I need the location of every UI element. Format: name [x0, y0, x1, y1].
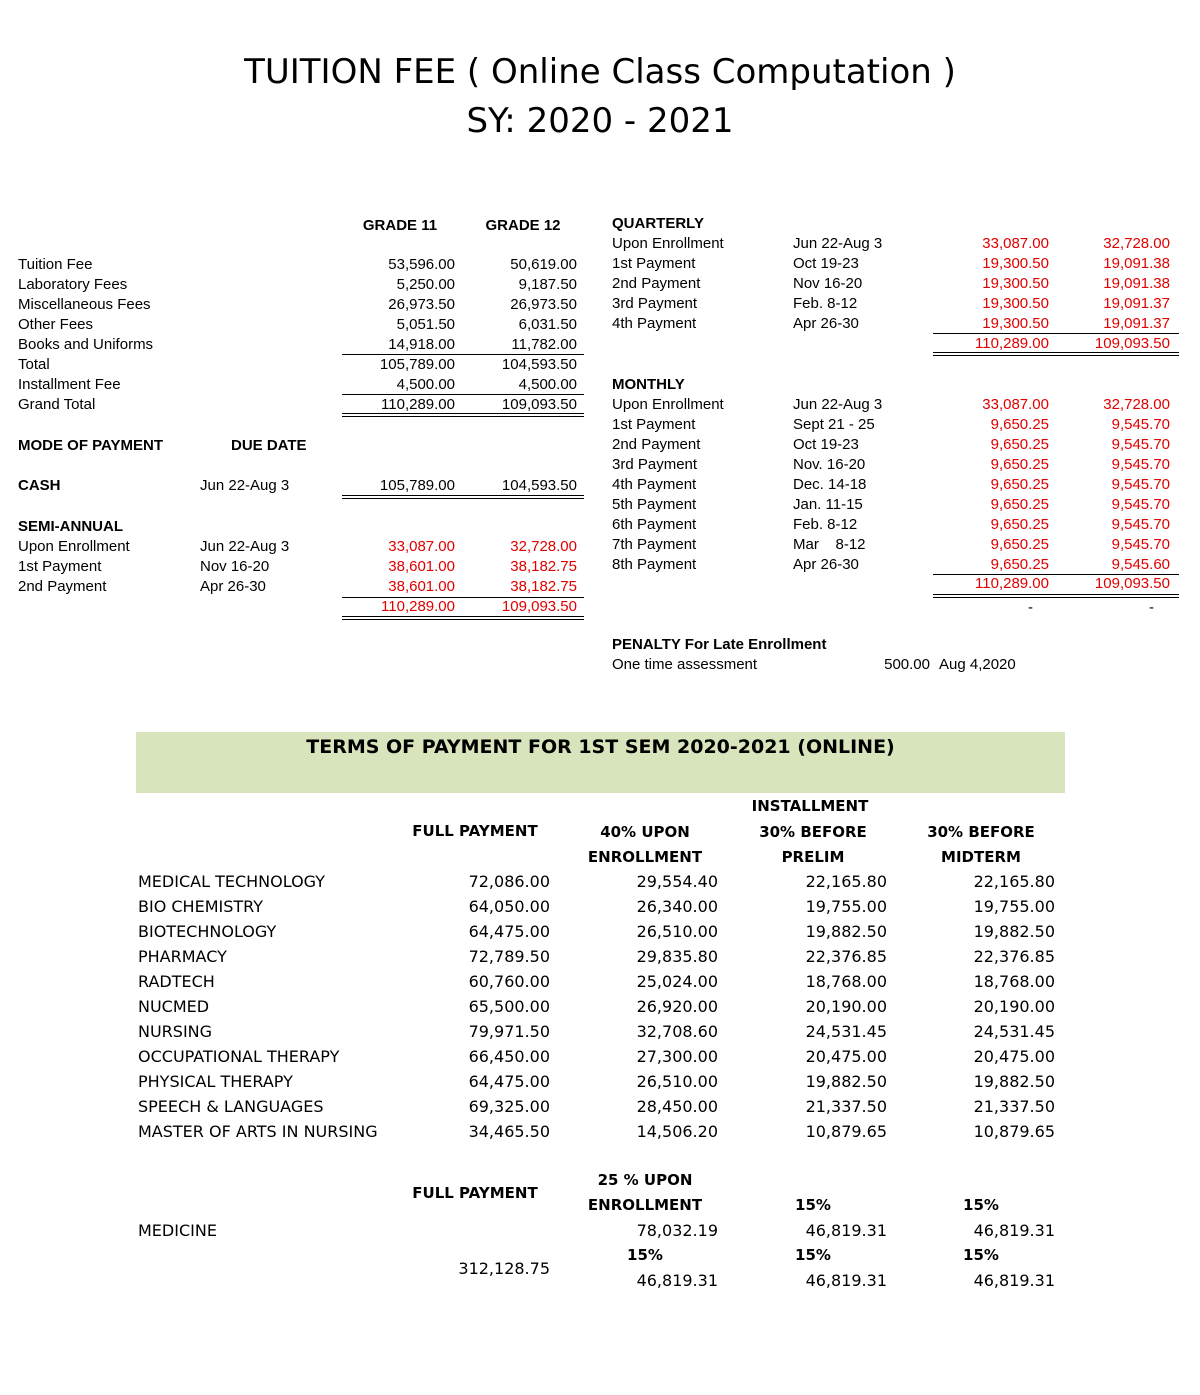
- program-name: SPEECH & LANGUAGES: [138, 1097, 324, 1116]
- monthly-row-date: Jan. 11-15: [793, 496, 863, 513]
- medicine-25-header-b: ENROLLMENT: [587, 1196, 703, 1214]
- fee-g12: 109,093.50: [501, 396, 577, 413]
- program-midterm: 20,190.00: [973, 997, 1055, 1016]
- monthly-g11: 9,650.25: [990, 416, 1049, 433]
- fee-label: Tuition Fee: [18, 256, 93, 273]
- program-name: NURSING: [138, 1022, 213, 1041]
- program-40: 26,510.00: [636, 1072, 718, 1091]
- fee-label: Laboratory Fees: [18, 276, 128, 293]
- program-prelim: 19,755.00: [805, 897, 887, 916]
- quarterly-g12: 19,091.38: [1103, 275, 1170, 292]
- quarterly-g11: 33,087.00: [982, 235, 1049, 252]
- monthly-g12: 9,545.70: [1111, 516, 1170, 533]
- penalty-row-label: One time assessment: [612, 656, 758, 673]
- fee-g11: 5,051.50: [396, 316, 455, 333]
- fee-g12: 26,973.50: [510, 296, 577, 313]
- monthly-row-date: Apr 26-30: [793, 556, 859, 573]
- program-midterm: 10,879.65: [973, 1122, 1055, 1141]
- fee-label: Installment Fee: [18, 376, 121, 393]
- medicine-15-header: 15%: [795, 1196, 831, 1214]
- program-full: 64,050.00: [468, 897, 550, 916]
- quarterly-g12: 32,728.00: [1103, 235, 1170, 252]
- program-40: 26,920.00: [636, 997, 718, 1016]
- penalty-date: Aug 4,2020: [939, 656, 1016, 673]
- program-full: 60,760.00: [468, 972, 550, 991]
- program-midterm: 18,768.00: [973, 972, 1055, 991]
- fee-g11: 110,289.00: [381, 396, 455, 413]
- program-full: 64,475.00: [468, 1072, 550, 1091]
- program-name: NUCMED: [138, 997, 210, 1016]
- enrollment-40-header-b: ENROLLMENT: [587, 848, 703, 866]
- program-name: PHYSICAL THERAPY: [138, 1072, 293, 1091]
- fee-label: Grand Total: [18, 396, 96, 413]
- monthly-row-date: Oct 19-23: [793, 436, 859, 453]
- terms-title: TERMS OF PAYMENT FOR 1ST SEM 2020-2021 (ONLINE): [306, 736, 895, 758]
- quarterly-row-label: 1st Payment: [612, 255, 696, 272]
- full-payment-header: FULL PAYMENT: [412, 822, 538, 840]
- fee-g12: 50,619.00: [510, 256, 577, 273]
- fee-label: Other Fees: [18, 316, 94, 333]
- monthly-row-label: 1st Payment: [612, 416, 696, 433]
- medicine-15-header: 15%: [963, 1246, 999, 1264]
- program-prelim: 22,165.80: [805, 872, 887, 891]
- quarterly-row-date: Jun 22-Aug 3: [793, 235, 883, 252]
- grade12-header: GRADE 12: [485, 217, 561, 234]
- monthly-row-date: Mar 8-12: [793, 536, 866, 553]
- fee-g12: 6,031.50: [518, 316, 577, 333]
- semi-g12: 38,182.75: [510, 578, 577, 595]
- quarterly-g11: 19,300.50: [982, 295, 1049, 312]
- midterm-30-header-b: MIDTERM: [941, 848, 1021, 866]
- semi-date: Jun 22-Aug 3: [200, 538, 290, 555]
- due-date-label: DUE DATE: [231, 437, 307, 454]
- cash-label: CASH: [18, 477, 61, 494]
- enrollment-40-header-a: 40% UPON: [600, 823, 690, 841]
- monthly-g11: 9,650.25: [990, 456, 1049, 473]
- monthly-g12: 9,545.70: [1111, 456, 1170, 473]
- installment-header: INSTALLMENT: [751, 797, 869, 815]
- prelim-30-header-b: PRELIM: [781, 848, 845, 866]
- medicine-row2-value: 46,819.31: [973, 1271, 1055, 1290]
- fee-g11: 105,789.00: [379, 356, 455, 373]
- semi-g11: 38,601.00: [388, 558, 455, 575]
- monthly-g12: 9,545.70: [1111, 496, 1170, 513]
- grade11-header: GRADE 11: [362, 217, 438, 234]
- monthly-row-label: Upon Enrollment: [612, 396, 724, 413]
- monthly-total-g11: 110,289.00: [975, 575, 1049, 592]
- program-name: MASTER OF ARTS IN NURSING: [138, 1122, 378, 1141]
- quarterly-total-g11: 110,289.00: [975, 335, 1049, 352]
- grand-total-line: [342, 394, 584, 395]
- quarterly-g12: 19,091.37: [1103, 295, 1170, 312]
- monthly-g12: 9,545.70: [1111, 536, 1170, 553]
- program-40: 28,450.00: [636, 1097, 718, 1116]
- semi-g12: 38,182.75: [510, 558, 577, 575]
- penalty-label: PENALTY For Late Enrollment: [612, 636, 827, 653]
- monthly-row-label: 6th Payment: [612, 516, 697, 533]
- medicine-name: MEDICINE: [138, 1221, 217, 1240]
- cash-date: Jun 22-Aug 3: [200, 477, 290, 494]
- quarterly-total-underline: [933, 352, 1179, 356]
- monthly-row-date: Sept 21 - 25: [793, 416, 875, 433]
- midterm-30-header-a: 30% BEFORE: [927, 823, 1035, 841]
- monthly-g11: 9,650.25: [990, 436, 1049, 453]
- program-full: 64,475.00: [468, 922, 550, 941]
- program-40: 29,835.80: [636, 947, 718, 966]
- program-prelim: 24,531.45: [805, 1022, 887, 1041]
- quarterly-row-date: Apr 26-30: [793, 315, 859, 332]
- fee-label: Miscellaneous Fees: [18, 296, 151, 313]
- medicine-row1-value: 46,819.31: [973, 1221, 1055, 1240]
- medicine-15-header: 15%: [795, 1246, 831, 1264]
- medicine-row2-value: 46,819.31: [636, 1271, 718, 1290]
- quarterly-row-date: Feb. 8-12: [793, 295, 858, 312]
- program-midterm: 20,475.00: [973, 1047, 1055, 1066]
- quarterly-g12: 19,091.38: [1103, 255, 1170, 272]
- semi-total-underline: [342, 616, 584, 620]
- program-prelim: 22,376.85: [805, 947, 887, 966]
- program-midterm: 22,165.80: [973, 872, 1055, 891]
- fee-g11: 26,973.50: [388, 296, 455, 313]
- monthly-g11: 9,650.25: [990, 496, 1049, 513]
- semi-annual-label: SEMI-ANNUAL: [18, 518, 123, 535]
- monthly-g12: 9,545.70: [1111, 476, 1170, 493]
- page-subtitle: SY: 2020 - 2021: [466, 101, 734, 141]
- program-40: 14,506.20: [636, 1122, 718, 1141]
- program-midterm: 19,882.50: [973, 1072, 1055, 1091]
- medicine-row2-value: 46,819.31: [805, 1271, 887, 1290]
- fee-label: Total: [18, 356, 50, 373]
- semi-date: Apr 26-30: [200, 578, 266, 595]
- program-full: 69,325.00: [468, 1097, 550, 1116]
- program-prelim: 20,475.00: [805, 1047, 887, 1066]
- program-prelim: 19,882.50: [805, 1072, 887, 1091]
- program-prelim: 19,882.50: [805, 922, 887, 941]
- program-midterm: 24,531.45: [973, 1022, 1055, 1041]
- program-midterm: 19,882.50: [973, 922, 1055, 941]
- quarterly-label: QUARTERLY: [612, 215, 704, 232]
- semi-g11: 33,087.00: [388, 538, 455, 555]
- program-full: 79,971.50: [468, 1022, 550, 1041]
- monthly-row-label: 3rd Payment: [612, 456, 698, 473]
- monthly-row-date: Dec. 14-18: [793, 476, 867, 493]
- program-name: BIO CHEMISTRY: [138, 897, 264, 916]
- fee-g11: 53,596.00: [388, 256, 455, 273]
- subtotal-line: [342, 354, 584, 355]
- program-prelim: 20,190.00: [805, 997, 887, 1016]
- monthly-g12: 32,728.00: [1103, 396, 1170, 413]
- quarterly-total-g12: 109,093.50: [1094, 335, 1170, 352]
- quarterly-g11: 19,300.50: [982, 255, 1049, 272]
- monthly-row-label: 2nd Payment: [612, 436, 701, 453]
- fee-g12: 4,500.00: [518, 376, 577, 393]
- program-full: 72,789.50: [468, 947, 550, 966]
- cash-underline: [342, 495, 584, 499]
- program-midterm: 19,755.00: [973, 897, 1055, 916]
- monthly-total-g12: 109,093.50: [1094, 575, 1170, 592]
- page-title: TUITION FEE ( Online Class Computation ): [244, 52, 956, 92]
- program-40: 26,510.00: [636, 922, 718, 941]
- quarterly-g11: 19,300.50: [982, 275, 1049, 292]
- fee-label: Books and Uniforms: [18, 336, 154, 353]
- monthly-g11: 9,650.25: [990, 516, 1049, 533]
- monthly-row-label: 4th Payment: [612, 476, 697, 493]
- monthly-row-date: Nov. 16-20: [793, 456, 866, 473]
- quarterly-row-label: 4th Payment: [612, 315, 697, 332]
- cash-g11: 105,789.00: [379, 477, 455, 494]
- fee-g12: 104,593.50: [501, 356, 577, 373]
- semi-total-g11: 110,289.00: [381, 598, 455, 615]
- cash-g12: 104,593.50: [501, 477, 577, 494]
- fee-g11: 5,250.00: [396, 276, 455, 293]
- monthly-g11: 9,650.25: [990, 476, 1049, 493]
- program-midterm: 21,337.50: [973, 1097, 1055, 1116]
- medicine-15-header: 15%: [963, 1196, 999, 1214]
- quarterly-row-date: Oct 19-23: [793, 255, 859, 272]
- monthly-g12: 9,545.60: [1111, 556, 1170, 573]
- program-name: MEDICAL TECHNOLOGY: [138, 872, 326, 891]
- fee-g11: 4,500.00: [396, 376, 455, 393]
- monthly-g11: 9,650.25: [990, 556, 1049, 573]
- prelim-30-header-a: 30% BEFORE: [759, 823, 867, 841]
- quarterly-g11: 19,300.50: [982, 315, 1049, 332]
- semi-label: Upon Enrollment: [18, 538, 130, 555]
- program-full: 66,450.00: [468, 1047, 550, 1066]
- penalty-amount: 500.00: [884, 656, 930, 673]
- monthly-row-date: Feb. 8-12: [793, 516, 858, 533]
- monthly-row-label: 5th Payment: [612, 496, 697, 513]
- grand-total-underline: [342, 413, 584, 417]
- program-40: 29,554.40: [636, 872, 718, 891]
- fee-g11: 14,918.00: [388, 336, 455, 353]
- semi-label: 1st Payment: [18, 558, 102, 575]
- mode-of-payment-label: MODE OF PAYMENT: [18, 437, 164, 454]
- semi-date: Nov 16-20: [200, 558, 270, 575]
- fee-g12: 9,187.50: [518, 276, 577, 293]
- monthly-label: MONTHLY: [612, 376, 685, 393]
- program-prelim: 21,337.50: [805, 1097, 887, 1116]
- program-full: 34,465.50: [468, 1122, 550, 1141]
- monthly-diff-g12: -: [1149, 599, 1154, 616]
- medicine-row1-value: 78,032.19: [636, 1221, 718, 1240]
- quarterly-row-label: 2nd Payment: [612, 275, 701, 292]
- monthly-row-date: Jun 22-Aug 3: [793, 396, 883, 413]
- medicine-25-header-a: 25 % UPON: [597, 1171, 693, 1189]
- monthly-g11: 33,087.00: [982, 396, 1049, 413]
- program-name: PHARMACY: [138, 947, 227, 966]
- monthly-g12: 9,545.70: [1111, 436, 1170, 453]
- monthly-g11: 9,650.25: [990, 536, 1049, 553]
- semi-total-g12: 109,093.50: [501, 598, 577, 615]
- program-40: 32,708.60: [636, 1022, 718, 1041]
- program-40: 27,300.00: [636, 1047, 718, 1066]
- fee-g12: 11,782.00: [511, 336, 577, 353]
- program-40: 25,024.00: [636, 972, 718, 991]
- program-full: 72,086.00: [468, 872, 550, 891]
- medicine-15-header: 15%: [627, 1246, 663, 1264]
- program-midterm: 22,376.85: [973, 947, 1055, 966]
- medicine-row1-value: 46,819.31: [805, 1221, 887, 1240]
- program-full: 65,500.00: [468, 997, 550, 1016]
- semi-label: 2nd Payment: [18, 578, 107, 595]
- semi-g11: 38,601.00: [388, 578, 455, 595]
- monthly-diff-g11: -: [1028, 599, 1033, 616]
- program-name: BIOTECHNOLOGY: [138, 922, 277, 941]
- monthly-row-label: 7th Payment: [612, 536, 697, 553]
- monthly-row-label: 8th Payment: [612, 556, 697, 573]
- program-prelim: 18,768.00: [805, 972, 887, 991]
- program-name: RADTECH: [138, 972, 215, 991]
- quarterly-row-date: Nov 16-20: [793, 275, 863, 292]
- monthly-g12: 9,545.70: [1111, 416, 1170, 433]
- semi-g12: 32,728.00: [510, 538, 577, 555]
- quarterly-row-label: 3rd Payment: [612, 295, 698, 312]
- program-name: OCCUPATIONAL THERAPY: [138, 1047, 340, 1066]
- program-prelim: 10,879.65: [805, 1122, 887, 1141]
- program-40: 26,340.00: [636, 897, 718, 916]
- medicine-full-payment-header: FULL PAYMENT: [412, 1184, 538, 1202]
- quarterly-g12: 19,091.37: [1103, 315, 1170, 332]
- quarterly-row-label: Upon Enrollment: [612, 235, 724, 252]
- medicine-full: 312,128.75: [458, 1259, 550, 1278]
